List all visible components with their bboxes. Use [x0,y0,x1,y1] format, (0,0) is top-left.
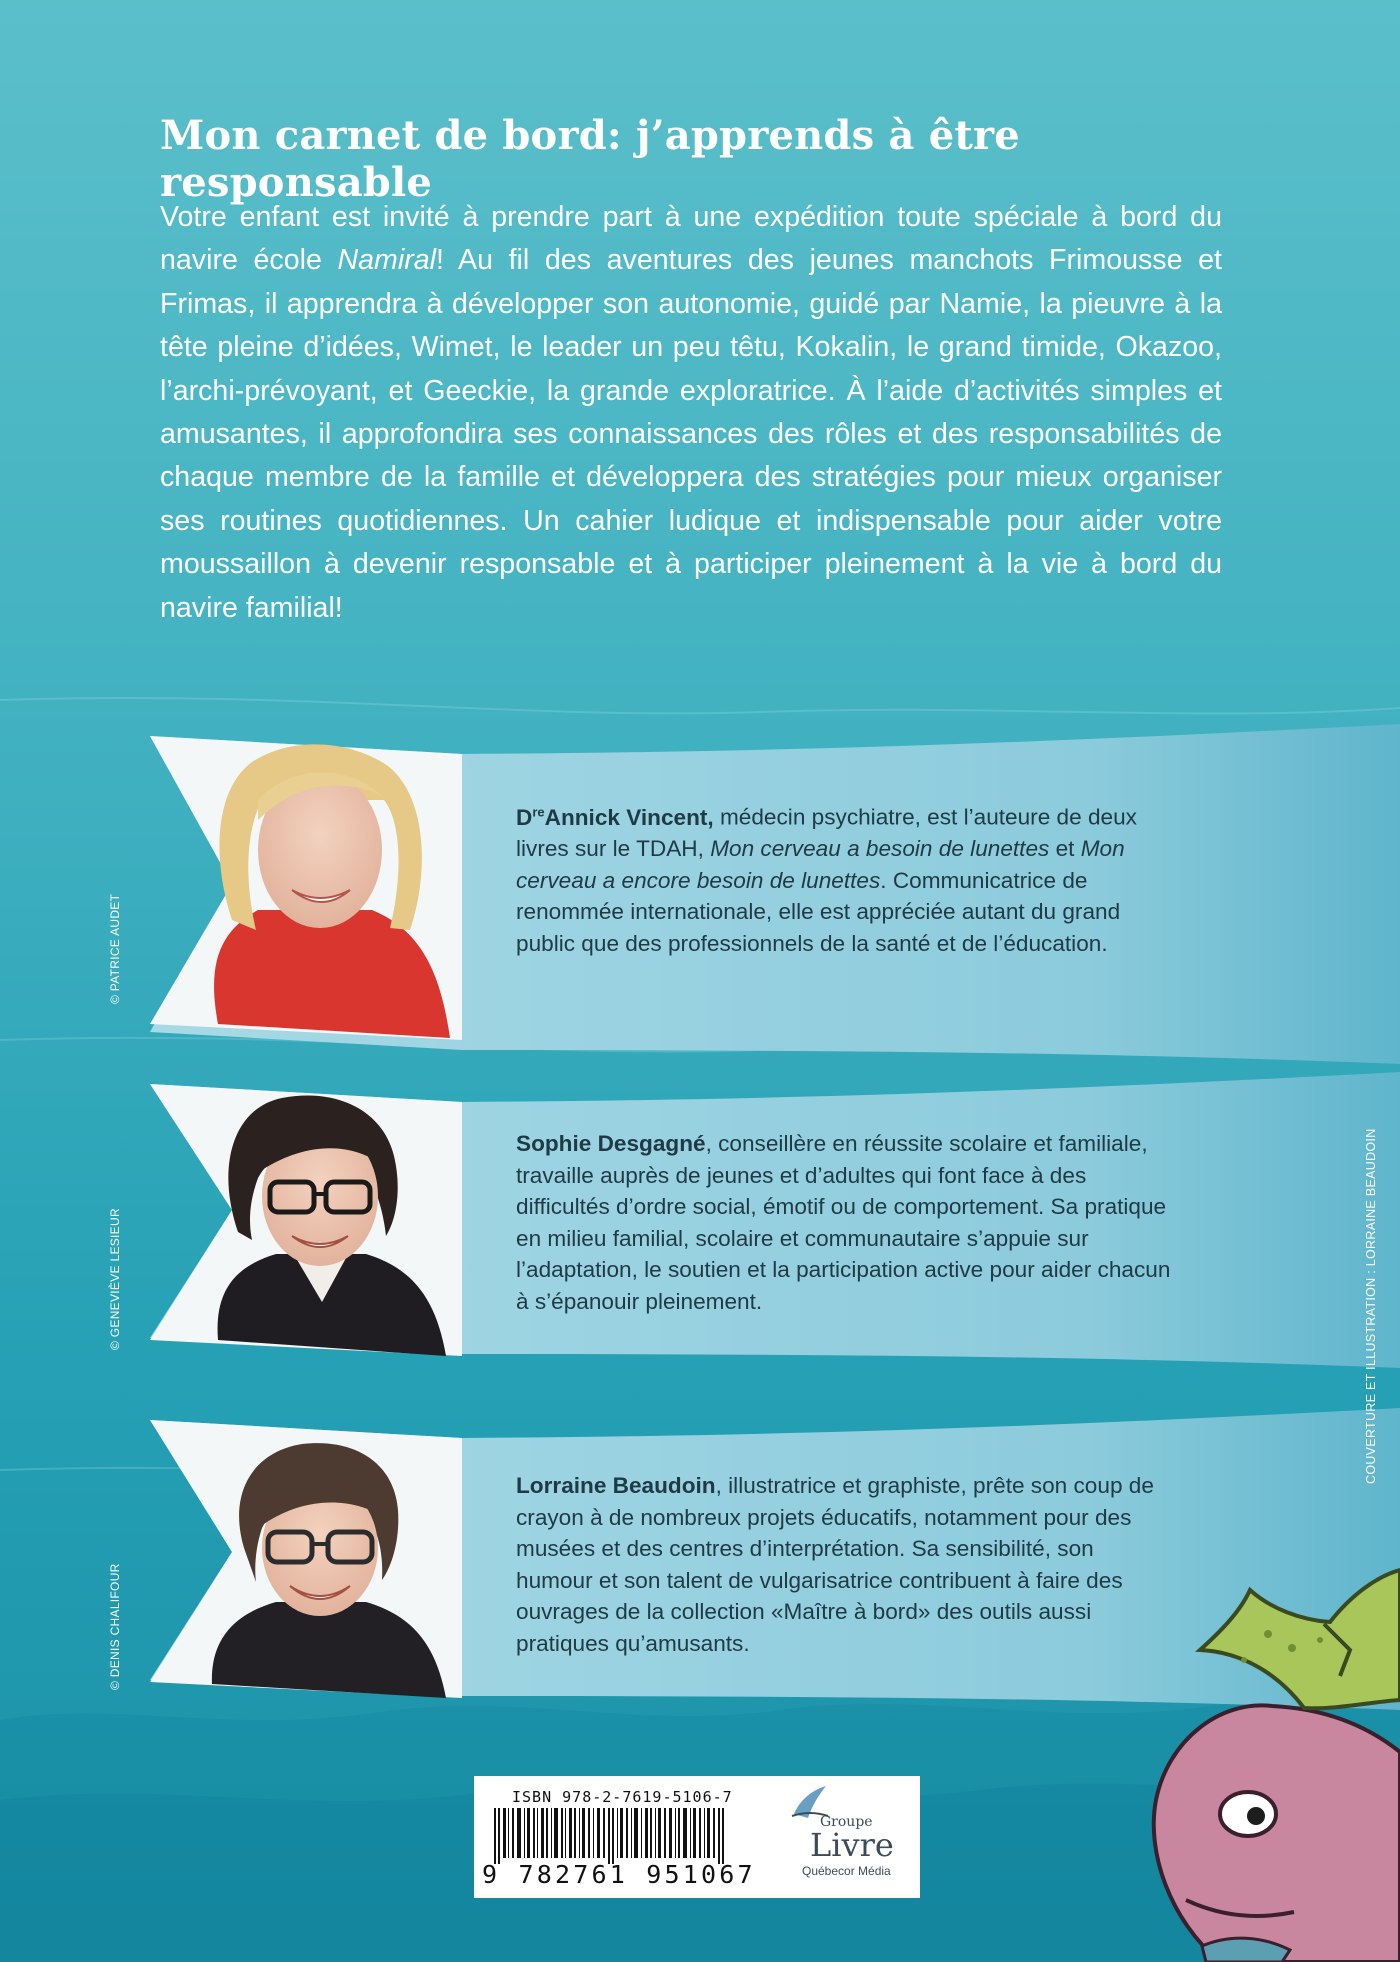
author-name-1 [516,805,714,830]
author-name-3: Lorraine Beaudoin [516,1473,716,1498]
author-bio-2 [516,1128,1176,1317]
author-title-sup: re [532,804,545,819]
author-name-text-1: Annick Vincent, [544,804,714,830]
publisher-line-3: Québecor Média [802,1864,891,1878]
intro-paragraph [160,196,1222,630]
photo-credit-2: © GENEVIÈVE LESIEUR [108,1208,122,1350]
intro-text-1: Votre enfant est invité à prendre part à une expédition toute spéciale à bord du navire école [160,201,1222,277]
cover-credit: COUVERTURE ET ILLUSTRATION : LORRAINE BEAUDOIN [1364,1128,1378,1484]
author-bio-3 [516,1470,1176,1659]
page-title: Mon carnet de bord: j’apprends à être responsable [160,112,1020,206]
sea-swell [0,698,1400,714]
photo-credit-3: © DENIS CHALIFOUR [108,1563,122,1690]
isbn-barcode-box [474,1776,920,1898]
photo-credit-1: © PATRICE AUDET [108,893,122,1004]
bio-1-text-3: . Communicatrice de renommée internationale, elle est appréciée autant du grand public que des professionnels de la santé et de l’éducation. [516,867,1121,956]
bio-3-text: , illustratrice et graphiste, prête son coup de crayon à de nombreux projets éducatifs, notamment pour des musées et des centres d’interprétation. Sa sensibilité, son humour et son talent de vulgarisatrice contribuent à faire des ouvrages de la collection «Maître à bord» des outils aussi pratiques qu’amusants. [516,1473,1154,1656]
barcode [494,1808,744,1864]
intro-text-2: ! Au fil des aventures des jeunes manchots Frimousse et Frimas, il apprendra à développer son autonomie, guidé par Namie, la pieuvre à la tête pleine d’idées, Wimet, le leader un peu têtu, Kokalin, le grand timide, Okazoo, l’archi-prévoyant, et Geeckie, la grande exploratrice. À l’aide d’activités simples et amusantes, il approfondira ses connaissances des rôles et des responsabilités de chaque membre de la famille et développera des stratégies pour mieux organiser ses routines quotidiennes. Un cahier ludique et indispensable pour aider votre moussaillon à devenir responsable et à participer pleinement à la vie à bord du navire familial! [160,244,1222,624]
book-title-2: Mon cerveau a encore besoin de lunettes [516,836,1125,893]
book-title-1: Mon cerveau a besoin de lunettes [710,836,1050,862]
author-bio-1 [516,796,1176,959]
isbn-label: ISBN 978-2-7619-5106-7 [512,1788,733,1806]
bio-1-text-1: médecin psychiatre, est l’auteure de deux livres sur le TDAH, [516,804,1137,862]
bio-2-text: , conseillère en réussite scolaire et familiale, travaille auprès de jeunes et d’adultes qui font face à des difficultés d’ordre social, émotif ou de comportement. Sa pratique en milieu familial, scolaire et communautaire s’appuie sur l’adaptation, le soutien et la participation active pour aider chacun à s’épanouir pleinement. [516,1131,1171,1314]
publisher-line-1: Groupe [820,1814,873,1830]
ship-name: Namiral [337,244,437,277]
bio-1-text-2: et [1049,836,1081,862]
publisher-line-2: Livre [810,1826,894,1864]
author-name-2: Sophie Desgagné [516,1131,706,1156]
barcode-digits: 9 782761 951067 [482,1860,756,1889]
author-title-prefix: D [516,804,533,830]
